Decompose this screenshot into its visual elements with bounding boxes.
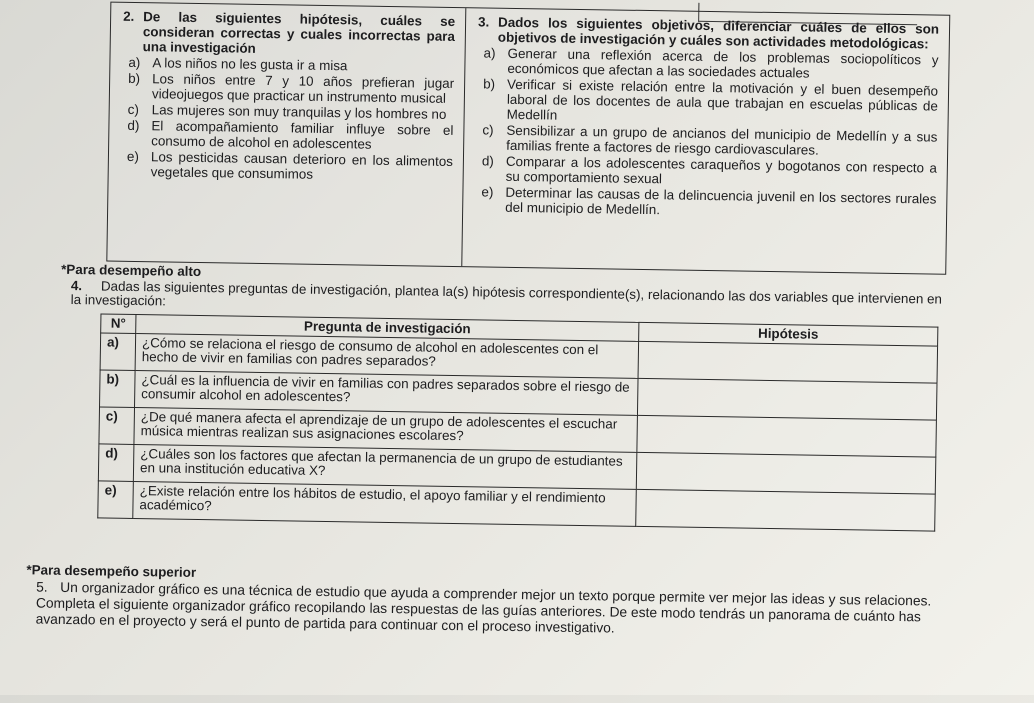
- questions-2-3-box: [106, 2, 950, 275]
- list-item: [475, 184, 936, 221]
- question-4-number: 4.: [70, 277, 83, 294]
- item-text: Verificar si existe relación entre la motivación y el buen desempeño laboral de los docentes de aula que trabajan en escuelas públicas de Medellín: [506, 76, 939, 123]
- item-letter: d): [127, 117, 140, 134]
- hypothesis-answer-cell[interactable]: [638, 341, 938, 383]
- question-4-text: Dadas las siguientes preguntas de investigación, plantea la(s) hipótesis correspondiente(s), relacionando las dos variables que intervienen en la investigación:: [70, 278, 943, 309]
- item-text: Comparar a los adolescentes caraqueños y bogotanos con respecto a su comportamiento sexual: [505, 153, 937, 187]
- question-2-number: 2.: [123, 8, 135, 24]
- question-3-number: 3.: [477, 14, 490, 30]
- item-text: El acompañamiento familiar influye sobre el consumo de alcohol en adolescentes: [151, 118, 454, 152]
- column-header-hypothesis: Hipótesis: [639, 322, 938, 346]
- question-3: [462, 8, 949, 274]
- row-question: ¿Existe relación entre los hábitos de estudio, el apoyo familiar y el rendimiento académico?: [133, 481, 637, 526]
- item-letter: b): [128, 70, 141, 87]
- item-text: A los niños no les gusta ir a misa: [152, 55, 348, 74]
- hypothesis-answer-cell[interactable]: [636, 489, 936, 531]
- note-superior-performance: *Para desempeño superior: [26, 562, 197, 580]
- item-text: Determinar las causas de la delincuencia juvenil en los sectores rurales del municipio de Medellín.: [505, 184, 937, 218]
- column-header-question: Pregunta de investigación: [136, 315, 639, 342]
- row-letter: b): [100, 370, 136, 408]
- item-letter: e): [126, 148, 139, 165]
- row-question: ¿Cuáles son los factores que afectan la permanencia de un grupo de estudiantes en una institución educativa X?: [133, 444, 637, 489]
- item-text: Generar una reflexión acerca de los problemas sociopolíticos y económicos que afectan a las sociedades actuales: [507, 45, 939, 81]
- item-letter: c): [482, 122, 494, 138]
- hypothesis-answer-cell[interactable]: [636, 452, 936, 494]
- row-letter: d): [98, 444, 134, 482]
- item-text: Los niños entre 7 y 10 años prefieran jugar videojuegos que practicar un instrumento musical: [151, 71, 455, 106]
- question-2: [107, 3, 466, 267]
- row-letter: a): [100, 333, 136, 371]
- item-text: Sensibilizar a un grupo de ancianos del municipio de Medellín y a sus familias frente a factores de riesgo cardiovasculares.: [506, 122, 938, 158]
- list-item: [122, 71, 454, 106]
- row-question: ¿Cómo se relaciona el riesgo de consumo de alcohol en adolescentes con el hecho de vivir en familias con padres separados?: [135, 334, 639, 379]
- question-2-title: De las siguientes hipótesis, cuáles se consideran correctas y cuales incorrectas para una investigación: [142, 9, 456, 56]
- hypothesis-answer-cell[interactable]: [637, 378, 937, 420]
- question-5-number: 5.: [36, 579, 48, 595]
- row-letter: c): [99, 407, 135, 445]
- list-item: [477, 76, 939, 128]
- research-questions-table: [97, 313, 938, 531]
- list-item: [121, 118, 453, 153]
- row-question: ¿Cuál es la influencia de vivir en familias con padres separados sobre el riesgo de consumir alcohol en adolescentes?: [135, 371, 639, 416]
- row-question: ¿De qué manera afecta el aprendizaje de un grupo de adolescentes el escuchar música mientras realizan sus asignaciones escolares?: [134, 407, 638, 452]
- item-text: Las mujeres son muy tranquilas y los hombres no: [151, 102, 447, 122]
- item-letter: c): [127, 101, 139, 118]
- question-2-heading: [123, 9, 456, 59]
- item-letter: b): [483, 76, 496, 92]
- list-item: [121, 149, 453, 184]
- item-letter: d): [481, 153, 494, 169]
- item-letter: a): [128, 54, 141, 71]
- column-header-number: N°: [101, 314, 136, 334]
- note-high-performance: *Para desempeño alto: [61, 261, 202, 280]
- hypothesis-answer-cell[interactable]: [637, 415, 937, 457]
- item-letter: e): [481, 184, 494, 200]
- question-5: [36, 579, 937, 641]
- item-letter: a): [483, 45, 496, 61]
- question-3-title: Dados los siguientes objetivos, diferenciar cuáles de ellos son objetivos de investigación y cuáles son actividades metodológicas:: [497, 14, 940, 52]
- row-letter: e): [98, 481, 134, 519]
- item-text: Los pesticidas causan deterioro en los alimentos vegetales que consumimos: [150, 149, 454, 182]
- question-5-text: Un organizador gráfico es una técnica de estudio que ayuda a comprender mejor un texto porque permite ver mejor las ideas y sus relaciones. Completa el siguiente organizador gráfico recopilando las respuestas de las guías anteriores. De este modo tendrás un panorama de cuánto has avanzado en el proyecto y será el punto de partida para continuar con el proceso investigativo.: [35, 579, 932, 636]
